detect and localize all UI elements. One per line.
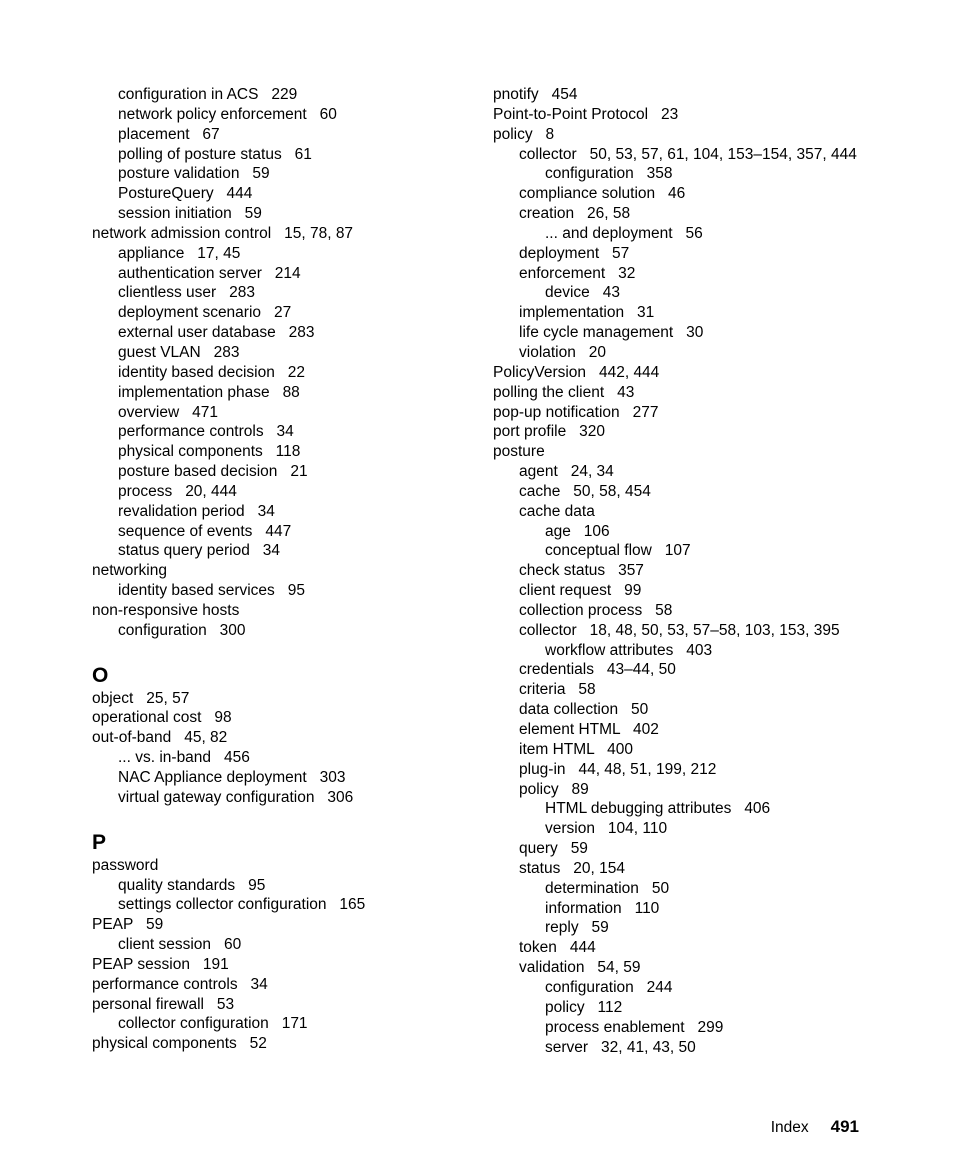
index-subentry: external user database 283: [118, 324, 315, 342]
index-subentry: guest VLAN 283: [118, 343, 240, 361]
index-subentry: identity based decision 22: [118, 363, 305, 381]
index-entry: PEAP session 191: [92, 955, 229, 973]
index-subentry: sequence of events 447: [118, 522, 292, 540]
index-entry: performance controls 34: [92, 975, 268, 993]
index-subentry: quality standards 95: [118, 876, 266, 894]
index-subentry: status query period 34: [118, 542, 280, 560]
index-subentry: posture based decision 21: [118, 463, 308, 481]
index-entry: personal firewall 53: [92, 995, 235, 1013]
index-subentry: network policy enforcement 60: [118, 105, 337, 123]
index-entry: networking: [92, 562, 167, 580]
index-subentry: configuration in ACS 229: [118, 86, 298, 103]
index-subentry: implementation 31: [519, 304, 655, 322]
index-subentry: virtual gateway configuration 306: [118, 788, 354, 806]
index-subentry: appliance 17, 45: [118, 244, 241, 262]
index-entry: physical components 52: [92, 1035, 267, 1053]
index-subentry: age 106: [545, 522, 610, 540]
index-subentry: configuration 300: [118, 621, 246, 639]
index-entry: password: [92, 856, 159, 874]
index-subentry: implementation phase 88: [118, 383, 300, 401]
index-entry: non-responsive hosts: [92, 601, 240, 619]
index-subentry: process enablement 299: [545, 1018, 724, 1036]
index-section-letter: O: [92, 663, 109, 687]
index-subentry: cache 50, 58, 454: [519, 482, 651, 500]
index-entry: pop-up notification 277: [493, 403, 659, 421]
index-subentry: PostureQuery 444: [118, 185, 253, 203]
index-subentry: workflow attributes 403: [545, 641, 713, 659]
index-entry: posture: [493, 443, 545, 461]
index-subentry: version 104, 110: [545, 820, 668, 838]
index-subentry: collector 50, 53, 57, 61, 104, 153–154, 357, 444: [519, 145, 857, 163]
index-subentry: ... and deployment 56: [545, 224, 703, 242]
index-subentry: life cycle management 30: [519, 324, 704, 342]
index-entry: operational cost 98: [92, 709, 232, 727]
index-subentry: server 32, 41, 43, 50: [545, 1038, 696, 1056]
index-entry: polling the client 43: [493, 383, 635, 401]
footer-section-label: Index: [770, 1119, 809, 1136]
index-subentry: collection process 58: [519, 601, 673, 619]
index-subentry: overview 471: [118, 403, 218, 421]
index-entry: PolicyVersion 442, 444: [493, 363, 660, 381]
index-entry: out-of-band 45, 82: [92, 729, 228, 747]
index-subentry: plug-in 44, 48, 51, 199, 212: [519, 760, 717, 778]
index-subentry: violation 20: [519, 343, 607, 361]
index-subentry: identity based services 95: [118, 582, 305, 600]
index-subentry: posture validation 59: [118, 165, 270, 183]
index-subentry: cache data: [519, 502, 595, 520]
index-subentry: HTML debugging attributes 406: [545, 800, 771, 818]
index-subentry: compliance solution 46: [519, 185, 686, 203]
page-number: 491: [830, 1117, 859, 1136]
index-subentry: data collection 50: [519, 701, 649, 719]
index-column-right: [493, 85, 913, 1057]
index-subentry: performance controls 34: [118, 423, 294, 441]
index-subentry: token 444: [519, 939, 596, 957]
index-subentry: NAC Appliance deployment 303: [118, 769, 346, 786]
index-subentry: client request 99: [519, 582, 642, 600]
index-subentry: authentication server 214: [118, 264, 301, 282]
index-subentry: credentials 43–44, 50: [519, 661, 676, 679]
index-subentry: validation 54, 59: [519, 959, 641, 977]
index-entry: object 25, 57: [92, 689, 190, 707]
index-subentry: placement 67: [118, 125, 220, 143]
index-subentry: collector 18, 48, 50, 53, 57–58, 103, 153, 395: [519, 621, 840, 639]
index-subentry: deployment scenario 27: [118, 304, 292, 322]
index-entry: Point-to-Point Protocol 23: [493, 105, 679, 123]
index-section-letter: P: [92, 830, 107, 854]
index-subentry: item HTML 400: [519, 740, 633, 758]
index-subentry: reply 59: [545, 919, 609, 937]
index-subentry: physical components 118: [118, 443, 301, 461]
index-subentry: creation 26, 58: [519, 205, 631, 223]
index-subentry: policy 112: [545, 998, 623, 1016]
index-subentry: determination 50: [545, 879, 670, 897]
index-subentry: ... vs. in-band 456: [118, 749, 250, 767]
index-subentry: information 110: [545, 899, 660, 917]
page-footer: [762, 1099, 859, 1137]
index-entry: PEAP 59: [92, 916, 164, 934]
index-entry: network admission control 15, 78, 87: [92, 224, 354, 242]
index-subentry: configuration 244: [545, 978, 673, 996]
index-subentry: configuration 358: [545, 165, 673, 183]
index-subentry: check status 357: [519, 562, 644, 580]
index-subentry: collector configuration 171: [118, 1015, 308, 1033]
index-subentry: status 20, 154: [519, 859, 625, 877]
index-subentry: policy 89: [519, 780, 589, 798]
index-subentry: device 43: [545, 284, 620, 302]
index-subentry: conceptual flow 107: [545, 542, 691, 560]
index-subentry: polling of posture status 61: [118, 145, 312, 163]
index-subentry: settings collector configuration 165: [118, 896, 366, 914]
index-subentry: deployment 57: [519, 244, 630, 262]
index-subentry: agent 24, 34: [519, 463, 614, 481]
index-subentry: clientless user 283: [118, 284, 255, 302]
index-entry: policy 8: [493, 125, 555, 143]
index-column-left: [92, 85, 472, 1054]
index-subentry: query 59: [519, 840, 588, 858]
index-subentry: enforcement 32: [519, 264, 636, 282]
index-subentry: process 20, 444: [118, 482, 237, 500]
index-subentry: criteria 58: [519, 681, 596, 699]
index-subentry: element HTML 402: [519, 721, 659, 738]
index-subentry: revalidation period 34: [118, 502, 275, 520]
index-entry: port profile 320: [493, 423, 606, 441]
index-subentry: client session 60: [118, 936, 242, 954]
index-subentry: session initiation 59: [118, 205, 262, 223]
index-entry: pnotify 454: [493, 86, 578, 103]
